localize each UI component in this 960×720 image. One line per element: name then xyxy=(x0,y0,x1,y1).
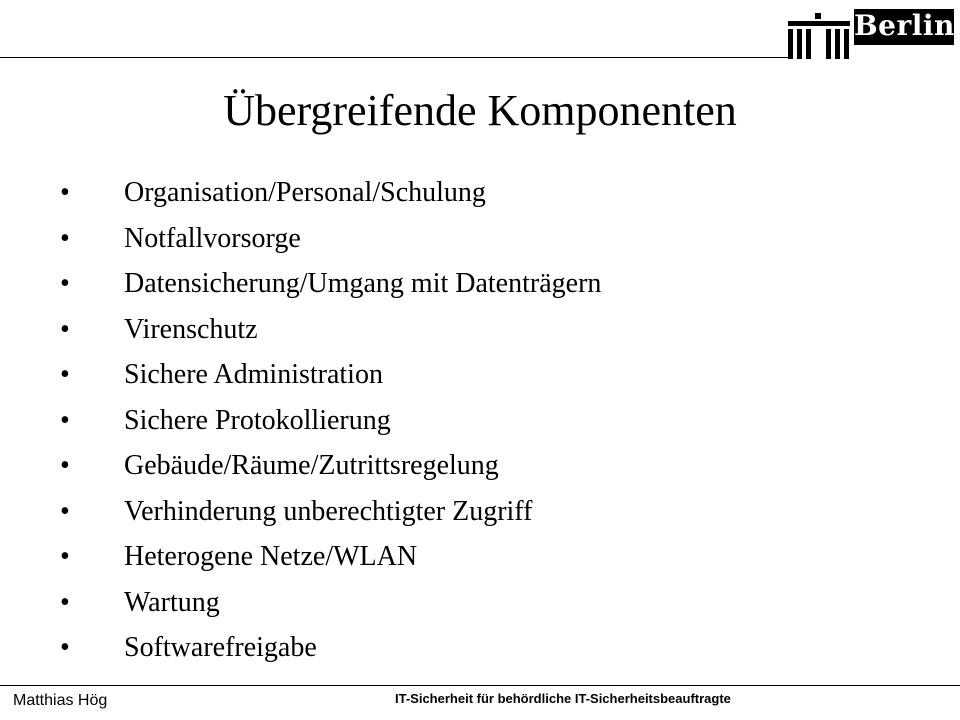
logo-wordmark: Berlin xyxy=(854,9,955,42)
list-item-text: Verhinderung unberechtigter Zugriff xyxy=(124,495,533,527)
header-rule xyxy=(0,57,790,58)
slide-title: Übergreifende Komponenten xyxy=(223,86,737,135)
footer-author: Matthias Hög xyxy=(13,692,108,709)
list-item-text: Notfallvorsorge xyxy=(124,222,301,254)
bullet-icon: • xyxy=(60,632,70,663)
footer-subject: IT-Sicherheit für behördliche IT-Sicherheitsbeauftragte xyxy=(395,691,731,706)
bullet-icon: • xyxy=(60,359,70,390)
bullet-icon: • xyxy=(60,222,70,254)
list-item-text: Softwarefreigabe xyxy=(124,632,317,663)
list-item-text: Gebäude/Räume/Zutrittsregelung xyxy=(124,450,499,481)
list-item-text: Organisation/Personal/Schulung xyxy=(124,177,486,208)
list-item-text: Heterogene Netze/WLAN xyxy=(124,541,418,572)
berlin-logo xyxy=(782,0,960,62)
list-item-text: Wartung xyxy=(124,586,220,618)
bullet-icon: • xyxy=(60,268,70,299)
bullet-icon: • xyxy=(60,450,70,481)
list-item-text: Sichere Administration xyxy=(124,359,383,390)
bullet-icon: • xyxy=(60,313,70,345)
list-item-text: Sichere Protokollierung xyxy=(124,404,391,436)
footer-rule xyxy=(0,685,960,686)
bullet-icon: • xyxy=(60,177,70,208)
bullet-icon: • xyxy=(60,404,70,436)
bullet-icon: • xyxy=(60,541,70,572)
bullet-icon: • xyxy=(60,586,70,618)
list-item-text: Datensicherung/Umgang mit Datenträgern xyxy=(124,268,602,299)
bullet-icon: • xyxy=(60,495,70,527)
list-item-text: Virenschutz xyxy=(124,313,258,345)
